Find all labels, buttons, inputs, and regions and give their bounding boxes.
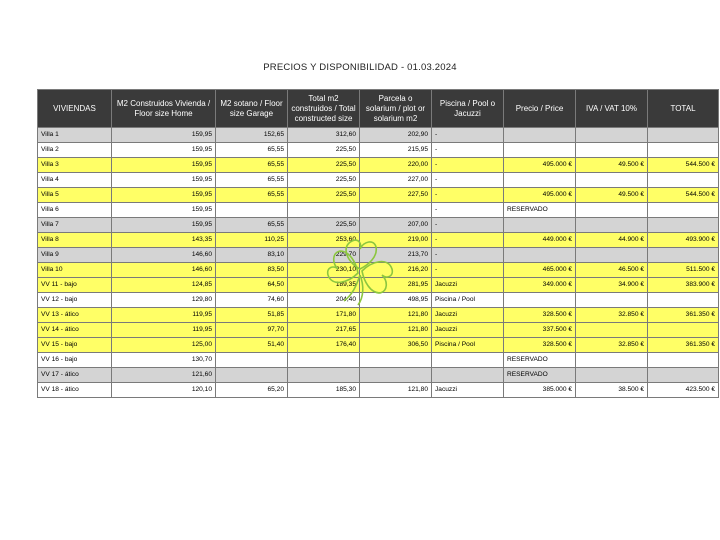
- cell-vivienda: Villa 8: [38, 233, 112, 248]
- cell-home-size: 143,35: [112, 233, 216, 248]
- col-header-viviendas: VIVIENDAS: [38, 90, 112, 128]
- cell-garage-size: [216, 353, 288, 368]
- cell-vivienda: Villa 7: [38, 218, 112, 233]
- cell-total: [648, 203, 719, 218]
- cell-total: [648, 293, 719, 308]
- cell-plot: 219,00: [360, 233, 432, 248]
- table-row: [38, 278, 719, 293]
- table-body: [38, 128, 719, 398]
- cell-price: [504, 173, 576, 188]
- table-row: [38, 233, 719, 248]
- cell-pool: -: [432, 128, 504, 143]
- cell-pool: -: [432, 158, 504, 173]
- cell-vivienda: VV 17 - ático: [38, 368, 112, 383]
- table-row: [38, 323, 719, 338]
- cell-total-size: 225,50: [288, 143, 360, 158]
- cell-total: 383.900 €: [648, 278, 719, 293]
- cell-home-size: 125,00: [112, 338, 216, 353]
- cell-vat: [576, 323, 648, 338]
- cell-total: 423.500 €: [648, 383, 719, 398]
- cell-total-size: 217,65: [288, 323, 360, 338]
- table-row: [38, 173, 719, 188]
- cell-total-size: [288, 203, 360, 218]
- cell-total: 361.350 €: [648, 308, 719, 323]
- cell-pool: Jacuzzi: [432, 323, 504, 338]
- cell-price: 349.000 €: [504, 278, 576, 293]
- cell-total-size: 189,35: [288, 278, 360, 293]
- cell-vat: 46.500 €: [576, 263, 648, 278]
- cell-plot: 281,95: [360, 278, 432, 293]
- cell-plot: 121,80: [360, 383, 432, 398]
- cell-price: 465.000 €: [504, 263, 576, 278]
- cell-plot: [360, 353, 432, 368]
- cell-garage-size: 65,55: [216, 143, 288, 158]
- table-row: [38, 143, 719, 158]
- cell-vivienda: VV 11 - bajo: [38, 278, 112, 293]
- cell-total-size: 225,50: [288, 158, 360, 173]
- cell-pool: -: [432, 218, 504, 233]
- cell-total: [648, 368, 719, 383]
- cell-total: [648, 248, 719, 263]
- cell-pool: [432, 368, 504, 383]
- cell-pool: [432, 353, 504, 368]
- col-header-price: Precio / Price: [504, 90, 576, 128]
- cell-plot: 216,20: [360, 263, 432, 278]
- cell-vat: [576, 353, 648, 368]
- cell-vat: 49.500 €: [576, 188, 648, 203]
- cell-plot: 220,00: [360, 158, 432, 173]
- cell-total: 544.500 €: [648, 188, 719, 203]
- cell-plot: [360, 203, 432, 218]
- cell-vivienda: VV 16 - bajo: [38, 353, 112, 368]
- table-row: [38, 188, 719, 203]
- col-header-plot: Parcela o solarium / plot or solarium m2: [360, 90, 432, 128]
- col-header-total: TOTAL: [648, 90, 719, 128]
- cell-total-size: 225,50: [288, 173, 360, 188]
- col-header-total-size: Total m2 construidos / Total constructed size: [288, 90, 360, 128]
- table-row: [38, 248, 719, 263]
- col-header-vat: IVA / VAT 10%: [576, 90, 648, 128]
- col-header-pool: Piscina / Pool o Jacuzzi: [432, 90, 504, 128]
- table-row: [38, 368, 719, 383]
- cell-pool: Jacuzzi: [432, 278, 504, 293]
- cell-home-size: 159,95: [112, 218, 216, 233]
- cell-home-size: 120,10: [112, 383, 216, 398]
- cell-vivienda: VV 13 - ático: [38, 308, 112, 323]
- cell-total: [648, 143, 719, 158]
- cell-total-size: 185,30: [288, 383, 360, 398]
- cell-pool: -: [432, 143, 504, 158]
- cell-home-size: 159,95: [112, 188, 216, 203]
- cell-pool: -: [432, 203, 504, 218]
- col-header-home-size: M2 Construidos Vivienda / Floor size Home: [112, 90, 216, 128]
- table-row: [38, 383, 719, 398]
- cell-price: [504, 293, 576, 308]
- cell-pool: -: [432, 173, 504, 188]
- cell-total-size: 230,10: [288, 263, 360, 278]
- cell-plot: 306,50: [360, 338, 432, 353]
- cell-pool: -: [432, 233, 504, 248]
- cell-garage-size: 65,55: [216, 218, 288, 233]
- cell-vat: 32.850 €: [576, 338, 648, 353]
- cell-vivienda: VV 14 - ático: [38, 323, 112, 338]
- cell-garage-size: 74,60: [216, 293, 288, 308]
- cell-total-size: 225,50: [288, 218, 360, 233]
- cell-plot: 227,00: [360, 173, 432, 188]
- cell-vat: 49.500 €: [576, 158, 648, 173]
- cell-total: 361.350 €: [648, 338, 719, 353]
- cell-garage-size: 110,25: [216, 233, 288, 248]
- cell-price: 328.500 €: [504, 338, 576, 353]
- cell-home-size: 159,95: [112, 143, 216, 158]
- table-row: [38, 158, 719, 173]
- cell-vat: 44.900 €: [576, 233, 648, 248]
- cell-price: 337.500 €: [504, 323, 576, 338]
- cell-garage-size: 64,50: [216, 278, 288, 293]
- cell-pool: Piscina / Pool: [432, 338, 504, 353]
- cell-total: [648, 173, 719, 188]
- cell-home-size: 124,85: [112, 278, 216, 293]
- cell-total: [648, 323, 719, 338]
- cell-garage-size: 65,20: [216, 383, 288, 398]
- cell-home-size: 159,95: [112, 203, 216, 218]
- cell-vivienda: Villa 2: [38, 143, 112, 158]
- cell-vat: [576, 218, 648, 233]
- cell-total: [648, 218, 719, 233]
- cell-plot: 213,70: [360, 248, 432, 263]
- cell-garage-size: [216, 368, 288, 383]
- table-row: [38, 128, 719, 143]
- cell-plot: 121,80: [360, 323, 432, 338]
- cell-pool: Jacuzzi: [432, 308, 504, 323]
- page-title: PRECIOS Y DISPONIBILIDAD - 01.03.2024: [263, 62, 457, 73]
- cell-price: [504, 248, 576, 263]
- cell-price: [504, 218, 576, 233]
- cell-home-size: 119,95: [112, 308, 216, 323]
- cell-price: 495.000 €: [504, 188, 576, 203]
- cell-garage-size: [216, 203, 288, 218]
- cell-vat: [576, 293, 648, 308]
- cell-vat: [576, 143, 648, 158]
- cell-vivienda: Villa 6: [38, 203, 112, 218]
- cell-total-size: 312,60: [288, 128, 360, 143]
- cell-vivienda: Villa 5: [38, 188, 112, 203]
- cell-home-size: 129,80: [112, 293, 216, 308]
- cell-vat: 34.900 €: [576, 278, 648, 293]
- cell-total-size: 225,50: [288, 188, 360, 203]
- cell-pool: Jacuzzi: [432, 383, 504, 398]
- cell-home-size: 159,95: [112, 128, 216, 143]
- cell-garage-size: 65,55: [216, 188, 288, 203]
- cell-home-size: 121,60: [112, 368, 216, 383]
- cell-pool: -: [432, 263, 504, 278]
- cell-total-size: 176,40: [288, 338, 360, 353]
- cell-price: 328.500 €: [504, 308, 576, 323]
- table-row: [38, 308, 719, 323]
- table-row: [38, 338, 719, 353]
- cell-vivienda: Villa 4: [38, 173, 112, 188]
- cell-garage-size: 152,65: [216, 128, 288, 143]
- cell-price: 385.000 €: [504, 383, 576, 398]
- table-header-row: [38, 90, 719, 128]
- cell-vat: [576, 203, 648, 218]
- table-row: [38, 263, 719, 278]
- cell-home-size: 159,95: [112, 158, 216, 173]
- table-row: [38, 293, 719, 308]
- cell-plot: 121,80: [360, 308, 432, 323]
- cell-price: [504, 143, 576, 158]
- cell-vivienda: Villa 3: [38, 158, 112, 173]
- cell-vat: [576, 368, 648, 383]
- cell-garage-size: 51,40: [216, 338, 288, 353]
- table-row: [38, 203, 719, 218]
- cell-plot: 227,50: [360, 188, 432, 203]
- cell-total: [648, 128, 719, 143]
- cell-vivienda: VV 15 - bajo: [38, 338, 112, 353]
- cell-garage-size: 65,55: [216, 173, 288, 188]
- cell-home-size: 130,70: [112, 353, 216, 368]
- cell-pool: -: [432, 188, 504, 203]
- col-header-garage-size: M2 sotano / Floor size Garage: [216, 90, 288, 128]
- cell-total: 493.900 €: [648, 233, 719, 248]
- cell-vat: 38.500 €: [576, 383, 648, 398]
- cell-home-size: 119,95: [112, 323, 216, 338]
- cell-vat: [576, 173, 648, 188]
- cell-vivienda: Villa 1: [38, 128, 112, 143]
- cell-pool: -: [432, 248, 504, 263]
- cell-garage-size: 83,50: [216, 263, 288, 278]
- cell-total: [648, 353, 719, 368]
- cell-price: RESERVADO: [504, 353, 576, 368]
- cell-home-size: 146,60: [112, 248, 216, 263]
- cell-vat: [576, 128, 648, 143]
- cell-vat: 32.850 €: [576, 308, 648, 323]
- cell-garage-size: 51,85: [216, 308, 288, 323]
- cell-price: RESERVADO: [504, 203, 576, 218]
- cell-total-size: [288, 368, 360, 383]
- cell-total-size: 171,80: [288, 308, 360, 323]
- cell-vivienda: VV 18 - ático: [38, 383, 112, 398]
- cell-home-size: 159,95: [112, 173, 216, 188]
- cell-total: 544.500 €: [648, 158, 719, 173]
- cell-garage-size: 83,10: [216, 248, 288, 263]
- cell-plot: [360, 368, 432, 383]
- cell-total-size: 204,40: [288, 293, 360, 308]
- cell-vivienda: VV 12 - bajo: [38, 293, 112, 308]
- cell-garage-size: 65,55: [216, 158, 288, 173]
- cell-home-size: 146,60: [112, 263, 216, 278]
- table-row: [38, 353, 719, 368]
- cell-vat: [576, 248, 648, 263]
- cell-vivienda: Villa 9: [38, 248, 112, 263]
- table-row: [38, 218, 719, 233]
- cell-price: RESERVADO: [504, 368, 576, 383]
- cell-price: 449.000 €: [504, 233, 576, 248]
- cell-garage-size: 97,70: [216, 323, 288, 338]
- cell-price: 495.000 €: [504, 158, 576, 173]
- cell-total: 511.500 €: [648, 263, 719, 278]
- cell-plot: 498,95: [360, 293, 432, 308]
- cell-pool: Piscina / Pool: [432, 293, 504, 308]
- cell-plot: 207,00: [360, 218, 432, 233]
- cell-plot: 202,90: [360, 128, 432, 143]
- cell-total-size: 253,60: [288, 233, 360, 248]
- cell-plot: 215,95: [360, 143, 432, 158]
- cell-total-size: 229,70: [288, 248, 360, 263]
- cell-vivienda: Villa 10: [38, 263, 112, 278]
- availability-table: [37, 89, 719, 398]
- cell-price: [504, 128, 576, 143]
- cell-total-size: [288, 353, 360, 368]
